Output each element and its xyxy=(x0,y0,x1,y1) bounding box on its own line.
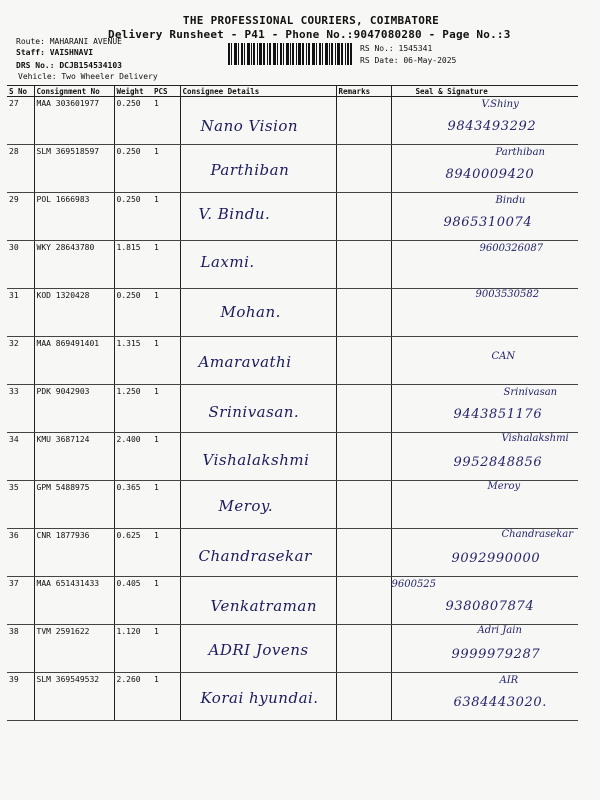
consignment-number: PDK 9042903 xyxy=(34,385,114,433)
table-row xyxy=(7,289,578,337)
signature-cell xyxy=(391,625,578,673)
signature-cell xyxy=(391,337,578,385)
consignee-cell xyxy=(180,529,336,577)
route-info xyxy=(16,37,122,46)
signature-cell xyxy=(391,97,578,145)
remarks-cell xyxy=(336,97,391,145)
signature-name: CAN xyxy=(491,351,516,362)
pcs-value: 1 xyxy=(152,97,180,145)
consignee-name: ADRI Jovens xyxy=(208,641,309,659)
vehicle-label: Vehicle: xyxy=(18,72,57,81)
table-body xyxy=(7,97,578,721)
signature-name: 9600525 xyxy=(391,579,437,590)
signature-phone: 9952848856 xyxy=(453,455,543,470)
row-sno: 35 xyxy=(7,481,34,529)
weight-value: 2.400 xyxy=(114,433,152,481)
weight-value: 0.405 xyxy=(114,577,152,625)
signature-phone: 9380807874 xyxy=(445,599,535,614)
consignee-cell xyxy=(180,241,336,289)
table-row xyxy=(7,145,578,193)
consignee-cell xyxy=(180,337,336,385)
signature-cell xyxy=(391,481,578,529)
signature-name: Chandrasekar xyxy=(501,529,573,540)
weight-value: 0.250 xyxy=(114,193,152,241)
remarks-cell xyxy=(336,577,391,625)
consignee-cell xyxy=(180,385,336,433)
signature-name: 9003530582 xyxy=(475,289,540,300)
consignee-name: Meroy. xyxy=(218,497,274,515)
signature-phone: 9092990000 xyxy=(451,551,541,566)
consignee-name: Korai hyundai. xyxy=(200,689,319,707)
signature-name: AIR xyxy=(499,675,519,686)
pcs-value: 1 xyxy=(152,481,180,529)
col-consignee: Consignee Details xyxy=(180,86,336,97)
signature-phone: 8940009420 xyxy=(445,167,535,182)
row-sno: 30 xyxy=(7,241,34,289)
consignee-cell xyxy=(180,625,336,673)
signature-cell xyxy=(391,145,578,193)
consignee-cell xyxy=(180,673,336,721)
signature-name: Adri Jain xyxy=(477,625,522,636)
col-pcs: PCS xyxy=(152,86,180,97)
remarks-cell xyxy=(336,625,391,673)
weight-value: 1.120 xyxy=(114,625,152,673)
consignment-number: GPM 5488975 xyxy=(34,481,114,529)
pcs-value: 1 xyxy=(152,625,180,673)
staff-value: VAISHNAVI xyxy=(49,48,94,57)
pcs-value: 1 xyxy=(152,577,180,625)
runsheet-table xyxy=(7,85,578,721)
consignment-number: CNR 1877936 xyxy=(34,529,114,577)
consignee-cell xyxy=(180,145,336,193)
signature-cell xyxy=(391,673,578,721)
consignee-name: Srinivasan. xyxy=(208,403,300,421)
remarks-cell xyxy=(336,673,391,721)
pcs-value: 1 xyxy=(152,385,180,433)
consignee-name: Vishalakshmi xyxy=(202,451,310,469)
remarks-cell xyxy=(336,385,391,433)
rs-date-label: RS Date: xyxy=(360,56,399,65)
signature-name: Vishalakshmi xyxy=(501,433,569,444)
staff-label: Staff: xyxy=(16,48,45,57)
vehicle-value: Two Wheeler Delivery xyxy=(61,72,158,81)
weight-value: 0.365 xyxy=(114,481,152,529)
barcode xyxy=(228,43,352,65)
consignee-name: Laxmi. xyxy=(200,253,255,271)
table-row xyxy=(7,385,578,433)
signature-cell xyxy=(391,577,578,625)
drs-label: DRS No.: xyxy=(16,61,55,70)
consignment-number: MAA 303601977 xyxy=(34,97,114,145)
row-sno: 38 xyxy=(7,625,34,673)
table-row xyxy=(7,241,578,289)
table-header-row xyxy=(7,86,578,97)
consignment-number: KOD 1320428 xyxy=(34,289,114,337)
signature-phone: 9443851176 xyxy=(453,407,543,422)
pcs-value: 1 xyxy=(152,433,180,481)
consignee-cell xyxy=(180,193,336,241)
signature-name: Meroy xyxy=(487,481,521,492)
col-seal: Seal & Signature xyxy=(391,86,578,97)
row-sno: 28 xyxy=(7,145,34,193)
row-sno: 33 xyxy=(7,385,34,433)
signature-name: Srinivasan xyxy=(503,387,558,398)
col-consignment: Consignment No xyxy=(34,86,114,97)
table-row xyxy=(7,673,578,721)
pcs-value: 1 xyxy=(152,145,180,193)
signature-phone: 9843493292 xyxy=(447,119,537,134)
remarks-cell xyxy=(336,289,391,337)
consignee-cell xyxy=(180,577,336,625)
pcs-value: 1 xyxy=(152,337,180,385)
drs-info xyxy=(16,61,122,70)
weight-value: 0.250 xyxy=(114,97,152,145)
consignment-number: KMU 3687124 xyxy=(34,433,114,481)
signature-name: Parthiban xyxy=(495,147,545,158)
consignee-name: Venkatraman xyxy=(210,597,317,615)
pcs-value: 1 xyxy=(152,289,180,337)
rs-no-value: 1545341 xyxy=(398,44,433,53)
row-sno: 32 xyxy=(7,337,34,385)
table-row xyxy=(7,97,578,145)
weight-value: 0.250 xyxy=(114,145,152,193)
consignee-name: Amaravathi xyxy=(198,353,292,371)
consignee-name: Nano Vision xyxy=(200,117,299,135)
consignee-cell xyxy=(180,289,336,337)
consignment-number: SLM 369549532 xyxy=(34,673,114,721)
consignment-number: POL 1666983 xyxy=(34,193,114,241)
route-value: MAHARANI AVENUE xyxy=(49,37,122,46)
weight-value: 1.815 xyxy=(114,241,152,289)
weight-value: 0.625 xyxy=(114,529,152,577)
consignment-number: MAA 651431433 xyxy=(34,577,114,625)
drs-value: DCJB154534103 xyxy=(59,61,122,70)
row-sno: 36 xyxy=(7,529,34,577)
signature-cell xyxy=(391,385,578,433)
signature-phone: 9999979287 xyxy=(451,647,541,662)
col-weight: Weight xyxy=(114,86,152,97)
consignee-cell xyxy=(180,481,336,529)
rs-no-label: RS No.: xyxy=(360,44,394,53)
consignment-number: TVM 2591622 xyxy=(34,625,114,673)
table-row xyxy=(7,337,578,385)
consignment-number: WKY 28643780 xyxy=(34,241,114,289)
col-remarks: Remarks xyxy=(336,86,391,97)
row-sno: 27 xyxy=(7,97,34,145)
remarks-cell xyxy=(336,193,391,241)
pcs-value: 1 xyxy=(152,529,180,577)
table-row xyxy=(7,433,578,481)
weight-value: 2.260 xyxy=(114,673,152,721)
consignee-cell xyxy=(180,433,336,481)
rs-number xyxy=(360,44,432,53)
table-row xyxy=(7,193,578,241)
signature-cell xyxy=(391,193,578,241)
row-sno: 37 xyxy=(7,577,34,625)
weight-value: 0.250 xyxy=(114,289,152,337)
table-row xyxy=(7,529,578,577)
signature-phone: 9865310074 xyxy=(443,215,533,230)
pcs-value: 1 xyxy=(152,241,180,289)
vehicle-info xyxy=(18,72,158,81)
signature-cell xyxy=(391,289,578,337)
route-label: Route: xyxy=(16,37,45,46)
staff-info xyxy=(16,48,93,57)
remarks-cell xyxy=(336,529,391,577)
row-sno: 34 xyxy=(7,433,34,481)
remarks-cell xyxy=(336,433,391,481)
consignee-name: V. Bindu. xyxy=(198,205,271,223)
table-row xyxy=(7,577,578,625)
consignee-name: Mohan. xyxy=(220,303,281,321)
row-sno: 31 xyxy=(7,289,34,337)
row-sno: 39 xyxy=(7,673,34,721)
signature-name: 9600326087 xyxy=(479,243,544,254)
signature-phone: 6384443020. xyxy=(453,695,547,710)
remarks-cell xyxy=(336,241,391,289)
signature-name: V.Shiny xyxy=(481,99,519,110)
pcs-value: 1 xyxy=(152,193,180,241)
company-name: THE PROFESSIONAL COURIERS, COIMBATORE xyxy=(182,14,440,27)
col-sno: S No xyxy=(7,86,34,97)
remarks-cell xyxy=(336,145,391,193)
table-row xyxy=(7,481,578,529)
signature-cell xyxy=(391,241,578,289)
remarks-cell xyxy=(336,337,391,385)
weight-value: 1.315 xyxy=(114,337,152,385)
signature-cell xyxy=(391,433,578,481)
rs-date xyxy=(360,56,456,65)
table-row xyxy=(7,625,578,673)
row-sno: 29 xyxy=(7,193,34,241)
consignment-number: SLM 369518597 xyxy=(34,145,114,193)
remarks-cell xyxy=(336,481,391,529)
consignee-name: Parthiban xyxy=(210,161,290,179)
weight-value: 1.250 xyxy=(114,385,152,433)
consignee-cell xyxy=(180,97,336,145)
consignee-name: Chandrasekar xyxy=(198,547,312,565)
pcs-value: 1 xyxy=(152,673,180,721)
signature-name: Bindu xyxy=(495,195,526,206)
runsheet-title: Delivery Runsheet - P41 - Phone No.:9047080280 - Page No.:3 xyxy=(108,28,511,41)
rs-date-value: 06-May-2025 xyxy=(403,56,457,65)
signature-cell xyxy=(391,529,578,577)
consignment-number: MAA 869491401 xyxy=(34,337,114,385)
